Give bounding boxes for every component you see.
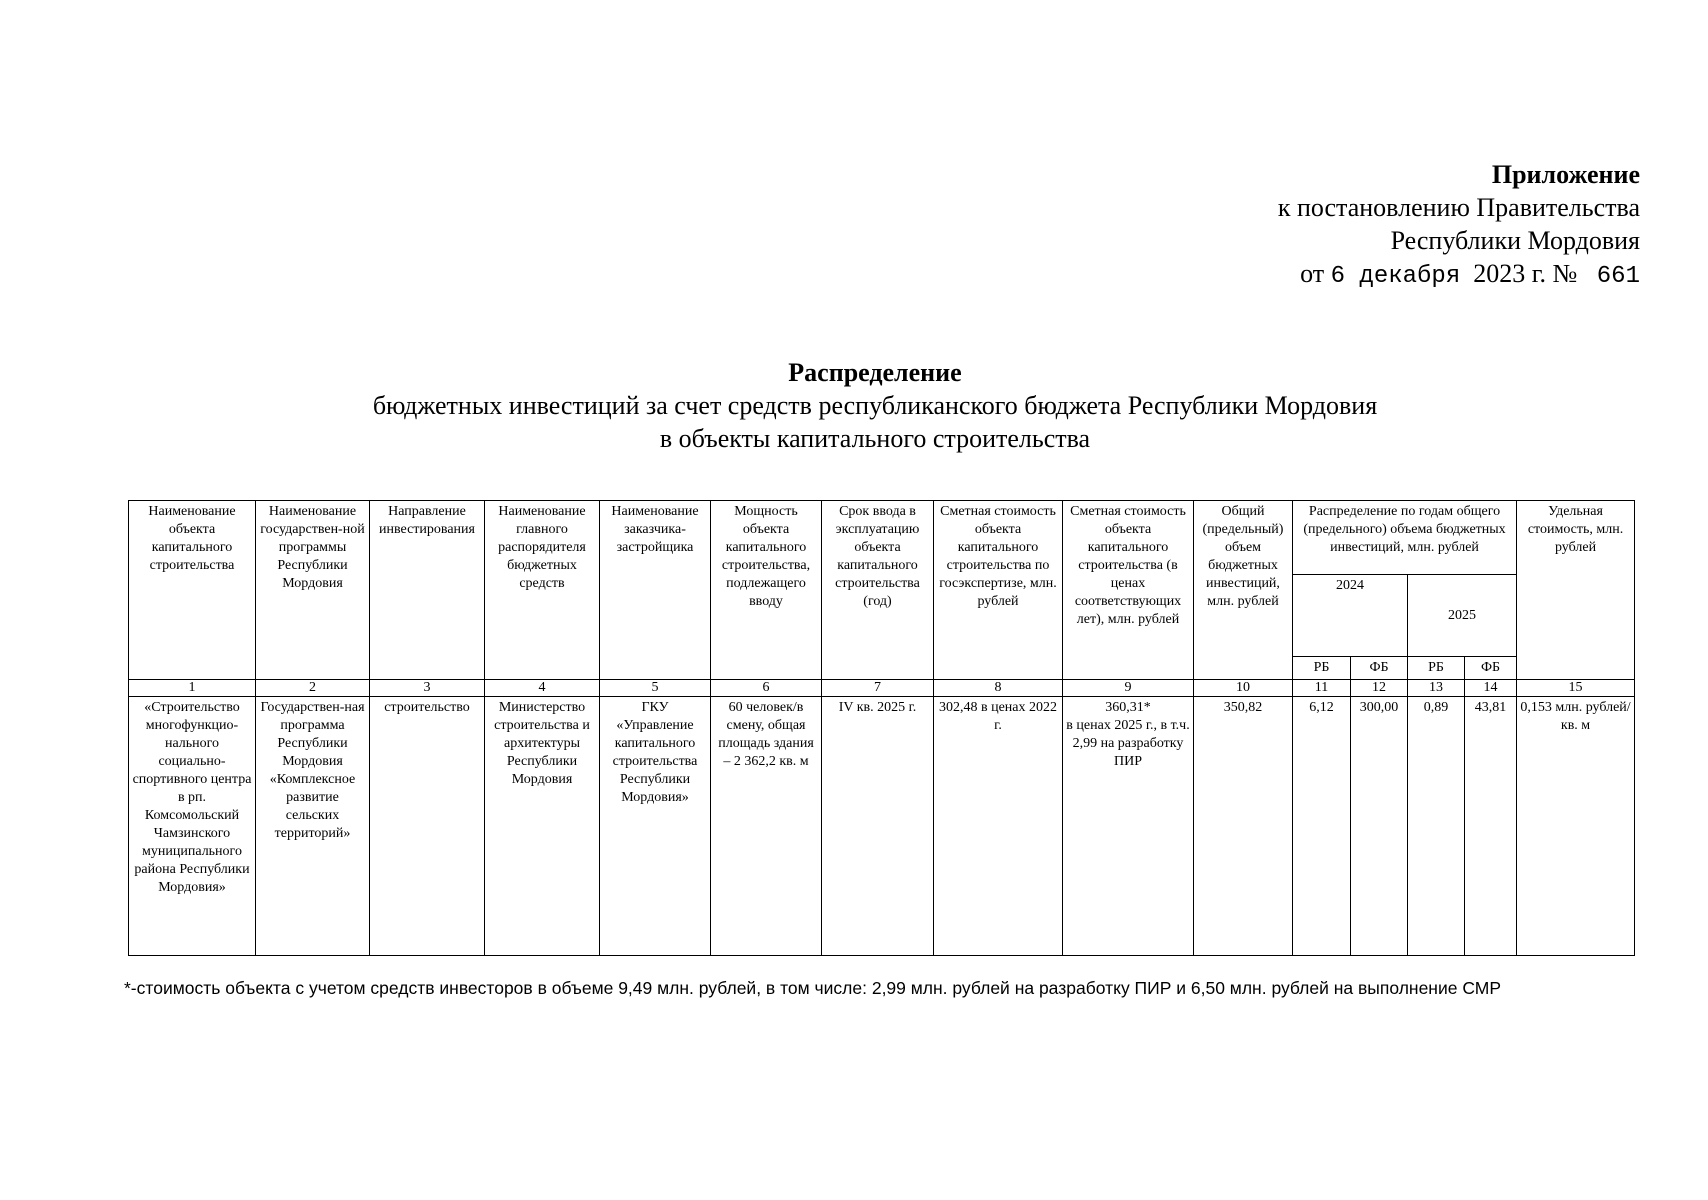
cell-object-name: «Строительство многофункцио-нального социально-спортивного центра в рп. Комсомольский Чамзинского муниципального района Республики Мордовия» — [129, 697, 256, 956]
header-fb-2024: ФБ — [1351, 657, 1408, 680]
column-number: 11 — [1293, 680, 1351, 697]
year-part: 2023 г. № — [1473, 259, 1578, 288]
header-year-2024: 2024 — [1293, 575, 1408, 657]
header-total-investment: Общий (предельный) объем бюджетных инвестиций, млн. рублей — [1194, 501, 1293, 680]
header-object-name: Наименование объекта капитального строительства — [129, 501, 256, 680]
cell-total-investment: 350,82 — [1194, 697, 1293, 956]
cell-main-administrator: Министерство строительства и архитектуры Республики Мордовия — [485, 697, 600, 956]
header-cost-expertise: Сметная стоимость объекта капитального строительства по госэкспертизе, млн. рублей — [934, 501, 1063, 680]
header-commissioning-date: Срок ввода в эксплуатацию объекта капитального строительства (год) — [822, 501, 934, 680]
cell-program-name: Государствен-ная программа Республики Мордовия «Комплексное развитие сельских территорий» — [256, 697, 370, 956]
cell-cost-expertise: 302,48 в ценах 2022 г. — [934, 697, 1063, 956]
annex-line-2: Республики Мордовия — [1390, 226, 1640, 255]
cell-rb-2024: 6,12 — [1293, 697, 1351, 956]
header-main-administrator: Наименование главного распорядителя бюджетных средств — [485, 501, 600, 680]
investment-table — [128, 500, 1635, 956]
heading-line-2: в объекты капитального строительства — [659, 424, 1091, 453]
column-number: 1 — [129, 680, 256, 697]
header-customer-developer: Наименование заказчика-застройщика — [600, 501, 711, 680]
column-number: 13 — [1408, 680, 1465, 697]
column-number: 6 — [711, 680, 822, 697]
header-year-2025: 2025 — [1408, 575, 1517, 657]
document-heading — [0, 356, 1708, 455]
heading-line-1: бюджетных инвестиций за счет средств республиканского бюджета Республики Мордовия — [372, 391, 1378, 420]
column-number: 15 — [1517, 680, 1635, 697]
annex-title: Приложение — [1491, 160, 1640, 189]
header-program-name: Наименование государствен-ной программы Республики Мордовия — [256, 501, 370, 680]
cell-rb-2025: 0,89 — [1408, 697, 1465, 956]
cell-capacity: 60 человек/в смену, общая площадь здания – 2 362,2 кв. м — [711, 697, 822, 956]
header-unit-cost: Удельная стоимость, млн. рублей — [1517, 501, 1635, 680]
header-investment-direction: Направление инвестирования — [370, 501, 485, 680]
column-number: 2 — [256, 680, 370, 697]
annex-block — [1278, 158, 1640, 293]
cell-commissioning-date: IV кв. 2025 г. — [822, 697, 934, 956]
footnote: *-стоимость объекта с учетом средств инвесторов в объеме 9,49 млн. рублей, в том числе: 2,99 млн. рублей на разработку ПИР и 6,50 млн. рублей на выполнение СМР — [124, 978, 1502, 998]
column-number: 10 — [1194, 680, 1293, 697]
header-fb-2025: ФБ — [1465, 657, 1517, 680]
column-number: 4 — [485, 680, 600, 697]
cell-unit-cost: 0,153 млн. рублей/кв. м — [1517, 697, 1635, 956]
column-number: 8 — [934, 680, 1063, 697]
date-prefix: от — [1300, 259, 1325, 288]
cell-investment-direction: строительство — [370, 697, 485, 956]
column-number: 5 — [600, 680, 711, 697]
cell-fb-2025: 43,81 — [1465, 697, 1517, 956]
cell-customer-developer: ГКУ «Управление капитального строительства Республики Мордовия» — [600, 697, 711, 956]
column-number: 14 — [1465, 680, 1517, 697]
column-number: 3 — [370, 680, 485, 697]
heading-title: Распределение — [788, 358, 962, 387]
annex-date-line — [1278, 257, 1640, 293]
table-row — [129, 697, 1635, 956]
annex-line-1: к постановлению Правительства — [1277, 193, 1640, 222]
header-rb-2025: РБ — [1408, 657, 1465, 680]
header-capacity: Мощность объекта капитального строительства, подлежащего вводу — [711, 501, 822, 680]
header-distribution-by-years: Распределение по годам общего (предельного) объема бюджетных инвестиций, млн. рублей — [1293, 501, 1517, 575]
cell-fb-2024: 300,00 — [1351, 697, 1408, 956]
decree-number: 661 — [1596, 263, 1640, 290]
column-number: 12 — [1351, 680, 1408, 697]
header-cost-current-prices: Сметная стоимость объекта капитального строительства (в ценах соответствующих лет), млн. рублей — [1063, 501, 1194, 680]
cost-current-value: 360,31* — [1105, 700, 1151, 715]
date-value: 6 декабря — [1330, 263, 1461, 290]
header-rb-2024: РБ — [1293, 657, 1351, 680]
cost-current-note: в ценах 2025 г., в т.ч. 2,99 на разработку ПИР — [1066, 718, 1190, 769]
column-number: 7 — [822, 680, 934, 697]
cell-cost-current-prices — [1063, 697, 1194, 956]
column-number: 9 — [1063, 680, 1194, 697]
